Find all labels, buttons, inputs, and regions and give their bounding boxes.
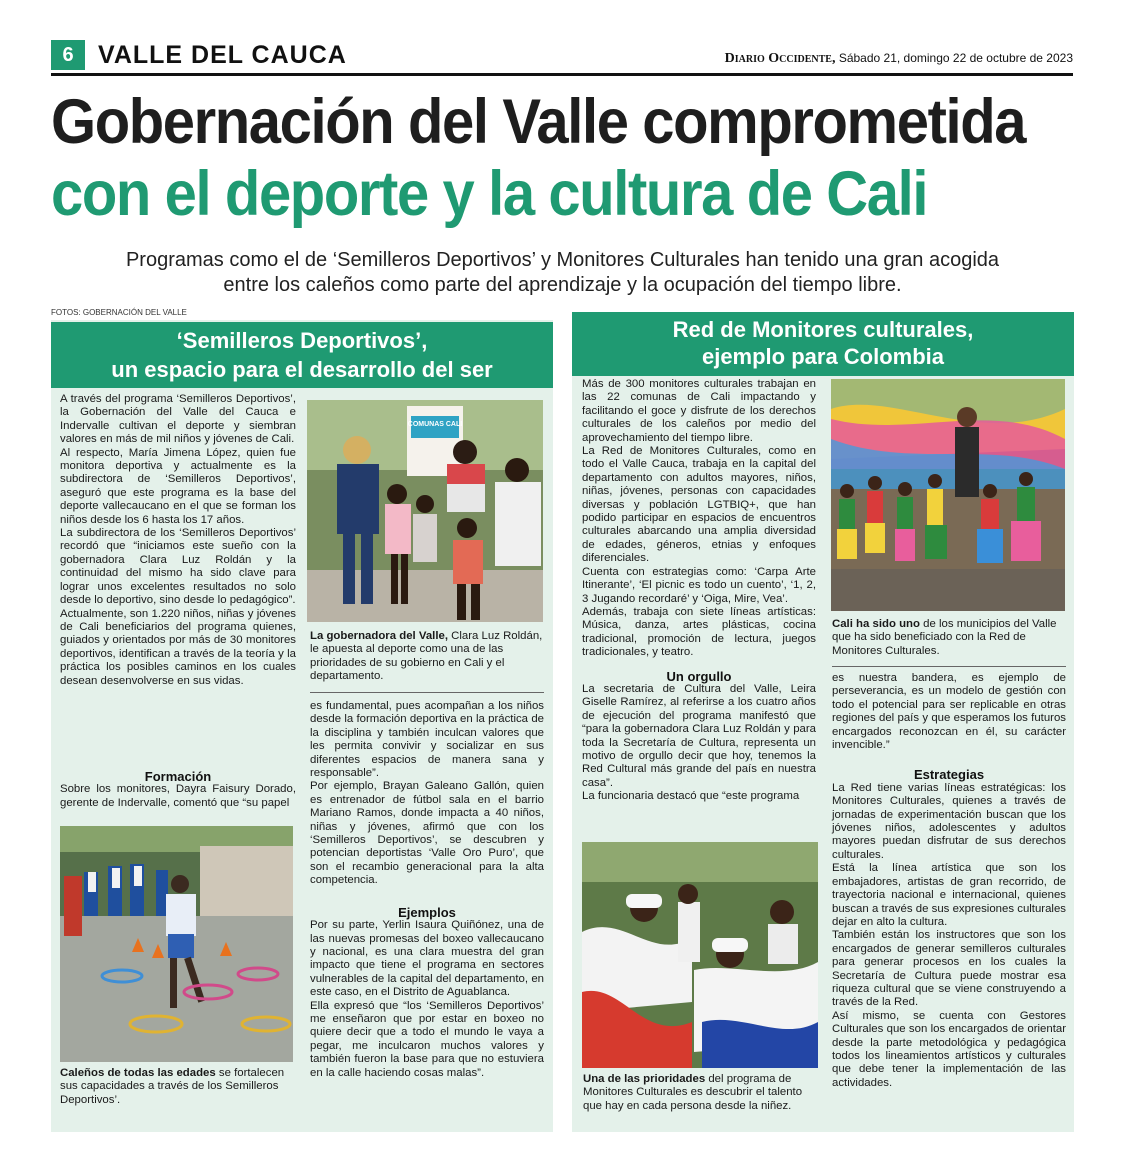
paragraph: es fundamental, pues acompañan a los niños desde la formación deportiva en la práctica de la disciplina y también inculcan valores que les permita convivir y socializar en sus diferentes espacios de manera sana y responsable”. bbox=[310, 700, 544, 780]
subhead-formacion: Formación bbox=[144, 769, 212, 784]
caption-text: Clara Luz Roldán, le apuesta al deporte como una de las prioridades de su gobierno en Cali y el departamento. bbox=[310, 630, 543, 683]
left-column-2 bbox=[310, 700, 544, 1080]
caption-lead: Una de las prioridades bbox=[583, 1073, 706, 1085]
left-column-1 bbox=[60, 393, 296, 688]
right-column-1 bbox=[582, 378, 816, 804]
paragraph: Así mismo, se cuenta con Gestores Culturales que son los encargados de orientar desde la parte metodológica y pedagógica todos los lineamientos artísticos y culturales que debe tener la implementación de las actividades. bbox=[832, 1009, 1066, 1089]
page-number: 6 bbox=[51, 40, 85, 70]
soccer-photo-caption bbox=[60, 1067, 296, 1107]
paragraph: Actualmente, son 1.220 niños, niñas y jóvenes de Cali beneficiarios del programa quienes, guiados y orientados por más de 30 monitores deportivos, identifican a través de la teoría y la práctica los posibles caminos en los cuales desean desenvolverse en sus vidas. bbox=[60, 607, 296, 687]
cultural-event-photo bbox=[831, 379, 1065, 611]
dateline bbox=[725, 50, 1073, 67]
newspaper-brand: Diario Occidente, bbox=[724, 51, 836, 66]
dancers-photo-caption bbox=[583, 1073, 817, 1113]
subhead-orgullo: Un orgullo bbox=[666, 668, 732, 684]
caption-divider bbox=[832, 666, 1066, 667]
paragraph: es nuestra bandera, es ejemplo de perseverancia, es un modelo de gestión con todo el potencial para ser replicable en otras regiones del país y que esperamos los futuros encargados reconozcan en él, su carácter invencible.” bbox=[832, 672, 1066, 752]
deck-line-2: entre los caleños como parte del aprendizaje y la ocupación del tiempo libre. bbox=[223, 274, 902, 296]
paragraph: La Red de Monitores Culturales, como en todo el Valle Cauca, trabaja en la capital del departamento con adultos mayores, niños, niñas, jóvenes, personas con capacidades diversas y población LGTBIQ+, que han podido participar en espacios de encuentros culturales abarcando una amplia diversidad de edades, géneros, etnias y enfoques diferenciales. bbox=[582, 445, 816, 565]
paragraph: Además, trabaja con siete líneas artísticas: Música, danza, artes plásticas, cocina tradicional, promoción de lectura, juegos tradicionales, y teatro. bbox=[582, 605, 816, 659]
paragraph: También están los instructores que son los encargados de generar semilleros culturales para generar procesos en los cuales la Secretaría de Cultura puede mostrar esa riqueza cultural que se viene construyendo a través de la Red. bbox=[832, 929, 1066, 1009]
paragraph: Al respecto, María Jimena López, quien fue monitora deportiva y actualmente es la subdirectora de ‘Semilleros Deportivos’, aseguró que este programa es la base del deporte vallecaucano en el que se forman los niños desde los 6 hasta los 17 años. bbox=[60, 446, 296, 526]
paragraph: Está la línea artística que son los embajadores, artistas de gran recorrido, de trayectoria nacional e internacional, quienes buscan a través de sus expresiones culturales dejar en alto la cultura. bbox=[832, 862, 1066, 928]
caption-lead: La gobernadora del Valle, bbox=[310, 630, 448, 642]
header-rule bbox=[51, 73, 1073, 76]
governor-photo bbox=[307, 400, 543, 622]
section-title: VALLE DEL CAUCA bbox=[98, 41, 347, 69]
paragraph: Sobre los monitores, Dayra Faisury Dorado, gerente de Indervalle, comentó que “su papel bbox=[60, 783, 296, 809]
paragraph: Por ejemplo, Brayan Galeano Gallón, quien es entrenador de fútbol sala en el barrio Mariano Ramos, donde impacta a 40 niños, niñas y jóvenes, afirmó que con los ‘Semilleros Deportivos’, se descubren y potencian deportistas ‘Valle Oro Puro’, que son el recambio generacional para la alta competencia. bbox=[310, 780, 544, 887]
paragraph: Ella expresó que “los ‘Semilleros Deportivos’ me enseñaron que por estar en boxeo no quiere decir que a todo el mundo le vaya a pegar, me inculcaron muchos valores y también fueron la base para que no estuviera en la calle haciendo cosas malas”. bbox=[310, 999, 544, 1079]
subhead-estrategias: Estrategias bbox=[913, 767, 985, 783]
caption-lead: Caleños de todas las edades bbox=[60, 1067, 216, 1079]
deck bbox=[60, 248, 1065, 298]
right-article-title bbox=[572, 312, 1074, 376]
photo-credit: FOTOS: GOBERNACIÓN DEL VALLE bbox=[51, 308, 187, 317]
soccer-photo bbox=[60, 826, 293, 1062]
right-column-2 bbox=[832, 672, 1066, 1090]
headline-line-2: con el deporte y la cultura de Cali bbox=[51, 159, 928, 229]
left-title-line-2: un espacio para el desarrollo del ser bbox=[111, 357, 493, 382]
caption-divider bbox=[310, 692, 544, 693]
paragraph: Más de 300 monitores culturales trabajan en las 22 comunas de Cali impactando y facilitando el goce y disfrute de los derechos culturales de los caleños por medio del aprovechamiento del tiempo libre. bbox=[582, 378, 816, 444]
paragraph: Por su parte, Yerlin Isaura Quiñónez, una de las nuevas promesas del boxeo vallecaucano y nacional, es una clara muestra del gran impacto que tiene el programa en sectores vulnerables de la capital del departamento, en este caso, en el Distrito de Aguablanca. bbox=[310, 919, 544, 999]
cultural-event-caption bbox=[832, 618, 1066, 658]
governor-photo-caption bbox=[310, 630, 544, 684]
left-article-title bbox=[51, 322, 553, 388]
paragraph: La Red tiene varias líneas estratégicas: los Monitores Culturales, quienes a través de jornadas de experimentación buscan que los jóvenes niños, adolescentes y adultos mayores puedan disfrutar de sus derechos culturales. bbox=[832, 781, 1066, 861]
paragraph: La subdirectora de los ‘Semilleros Deportivos’ recordó que “iniciamos este sueño con la gobernadora Clara Luz Roldán y la continuidad del mismo ha sido clave para lograr unos excelentes resultados no solo desde lo deportivo, sino desde lo pedagógico”. bbox=[60, 527, 296, 607]
caption-text: de los municipios del Valle que ha sido beneficiado con la Red de Monitores Culturales. bbox=[832, 618, 1057, 657]
dancers-photo bbox=[582, 842, 818, 1068]
headline-line-1: Gobernación del Valle comprometida bbox=[51, 87, 1026, 157]
paragraph: A través del programa ‘Semilleros Deportivos’, la Gobernación del Valle del Cauca e Indervalle cultivan el deporte y siembran valores en más de mil niños y jóvenes de Cali. bbox=[60, 393, 296, 446]
paragraph: Cuenta con estrategias como: ‘Carpa Arte Itinerante’, ‘El picnic es todo un cuento’, ‘1, 2, 3 Jugando recordaré’ y ‘Oiga, Mire, Vea’. bbox=[582, 565, 816, 605]
paragraph: La funcionaria destacó que “este programa bbox=[582, 790, 800, 803]
caption-text: se fortalecen sus capacidades a través de los Semilleros Deportivos’. bbox=[60, 1067, 285, 1106]
right-title-line-1: Red de Monitores culturales, bbox=[672, 317, 974, 342]
caption-lead: Cali ha sido uno bbox=[832, 618, 920, 630]
deck-line-1: Programas como el de ‘Semilleros Deportivos’ y Monitores Culturales han tenido una gran acogida bbox=[125, 249, 1000, 271]
formacion-block bbox=[60, 760, 296, 810]
left-title-line-1: ‘Semilleros Deportivos’, bbox=[176, 328, 428, 353]
caption-text: del programa de Monitores Culturales es descubrir el talento que hay en cada persona desde la niñez. bbox=[583, 1073, 803, 1112]
right-title-line-2: ejemplo para Colombia bbox=[701, 344, 945, 369]
banner-sign-text: COMUNAS CALI bbox=[407, 421, 463, 428]
issue-date: Sábado 21, domingo 22 de octubre de 2023 bbox=[838, 51, 1073, 65]
paragraph: La secretaria de Cultura del Valle, Leira Giselle Ramírez, al referirse a los cuatro años de ejecución del programa manifestó que “para la gobernadora Clara Luz Roldán y para toda la Secretaría de Cultura, representa un motivo de orgullo decir que hoy, tenemos la Red Cultural más grande del país en nuestra casa”. bbox=[582, 682, 816, 789]
subhead-ejemplos: Ejemplos bbox=[398, 904, 456, 920]
